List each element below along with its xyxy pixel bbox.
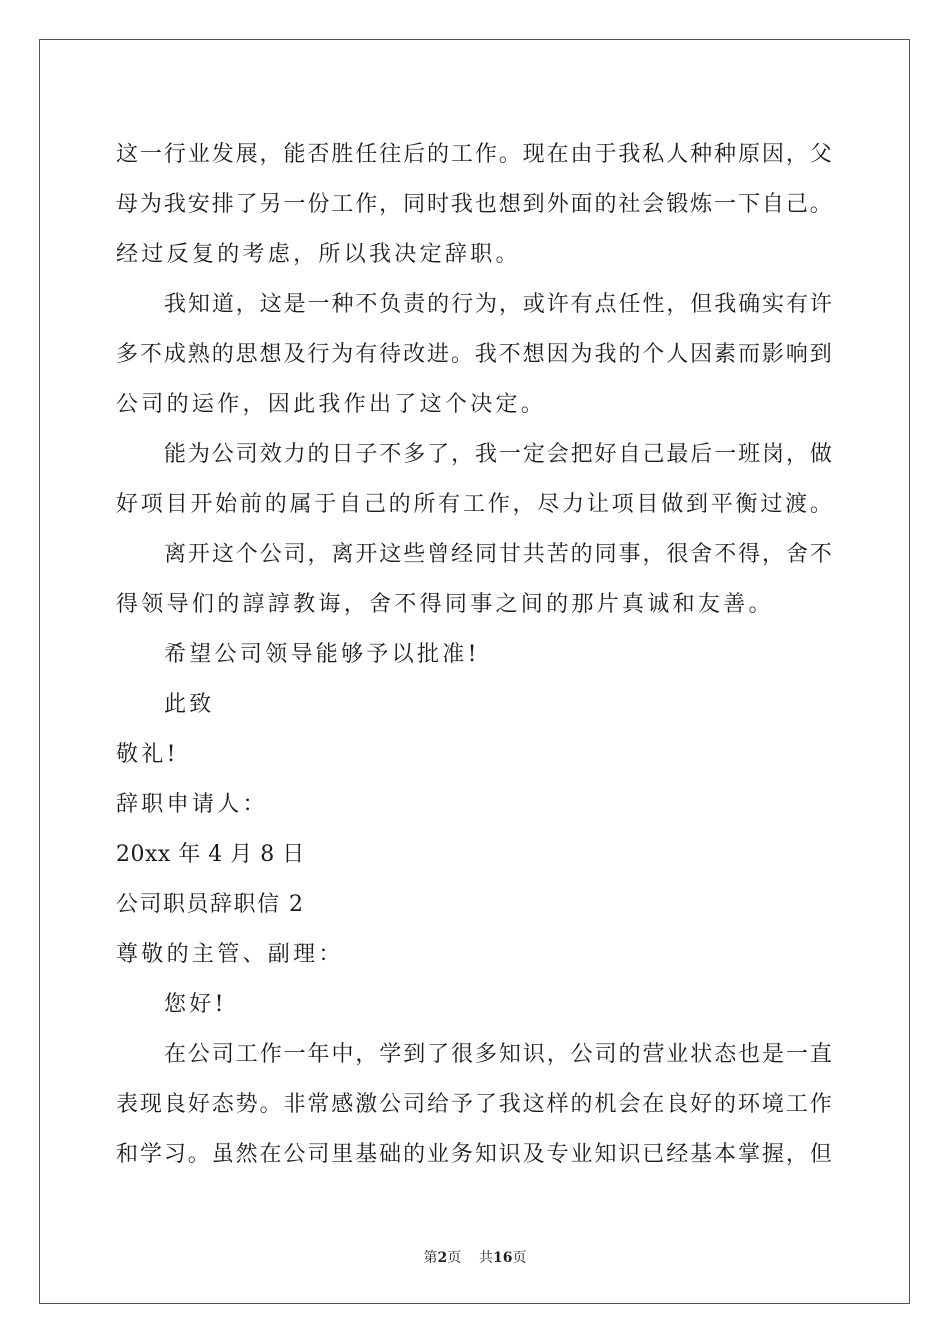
page-suffix: 页: [447, 1250, 462, 1266]
paragraph-line: 在 公 司 工 作 一 年 中 ， 学 到 了 很 多 知 识 ， 公 司 的 营 业 状 态 也 是 一 直: [164, 1042, 832, 1067]
date-line: 20xx 年 4 月 8 日: [116, 842, 305, 867]
signature-line: 辞职申请人：: [116, 792, 268, 817]
paragraph-line: 得领导们的諄諄教诲，舍不得同事之间的那片真诚和友善。: [116, 592, 774, 617]
total-prefix: 共: [479, 1250, 494, 1266]
paragraph-line: 我 知 道 ， 这 是 一 种 不 负 责 的 行 为 ， 或 许 有 点 任 性 ， 但 我 确 实 有 许: [164, 292, 832, 317]
paragraph-line: 能 为 公 司 效 力 的 日 子 不 多 了 ， 我 一 定 会 把 好 自 己 最 后 一 班 岗 ， 做: [164, 442, 832, 467]
paragraph-line: 希望公司领导能够予以批准!: [164, 642, 480, 667]
page-footer: [0, 1247, 950, 1267]
paragraph-line: 和 学 习 。 虽 然 在 公 司 里 基 础 的 业 务 知 识 及 专 业 知 识 已 经 基 本 掌 握 ， 但: [116, 1142, 832, 1167]
paragraph-line: 公司的运作，因此我作出了这个决定。: [116, 392, 547, 417]
page-prefix: 第: [423, 1250, 438, 1266]
greeting-line: 尊敬的主管、副理：: [116, 942, 344, 967]
paragraph-line: 经过反复的考虑，所以我决定辞职。: [116, 242, 521, 267]
document-body: [116, 130, 832, 1180]
section-title: 公司职员辞职信 2: [116, 892, 305, 917]
paragraph-line: 多 不 成 熟 的 思 想 及 行 为 有 待 改 进 。 我 不 想 因 为 我 的 个 人 因 素 而 影 响 到: [116, 342, 832, 367]
paragraph-line: 表 现 良 好 态 势 。 非 常 感 激 公 司 给 予 了 我 这 样 的 机 会 在 良 好 的 环 境 工 作: [116, 1092, 832, 1117]
paragraph-line: 好 项 目 开 始 前 的 属 于 自 己 的 所 有 工 作 ， 尽 力 让 项 目 做 到 平 衡 过 渡 。: [116, 492, 832, 517]
paragraph-line: 离 开 这 个 公 司 ， 离 开 这 些 曾 经 同 甘 共 苦 的 同 事 ， 很 舍 不 得 ， 舍 不: [164, 542, 832, 567]
paragraph-line: 母 为 我 安 排 了 另 一 份 工 作 ， 同 时 我 也 想 到 外 面 的 社 会 锻 炼 一 下 自 己 。: [116, 192, 832, 217]
greeting-line: 您好!: [164, 992, 227, 1017]
closing-line: 此致: [164, 692, 215, 717]
paragraph-line: 这 一 行 业 发 展 ， 能 否 胜 任 往 后 的 工 作 。 现 在 由 于 我 私 人 种 种 原 因 ， 父: [116, 142, 832, 167]
page-number: 2: [437, 1250, 448, 1266]
salutation-line: 敬礼!: [116, 742, 179, 767]
total-pages: 16: [493, 1250, 513, 1266]
total-suffix: 页: [512, 1250, 527, 1266]
